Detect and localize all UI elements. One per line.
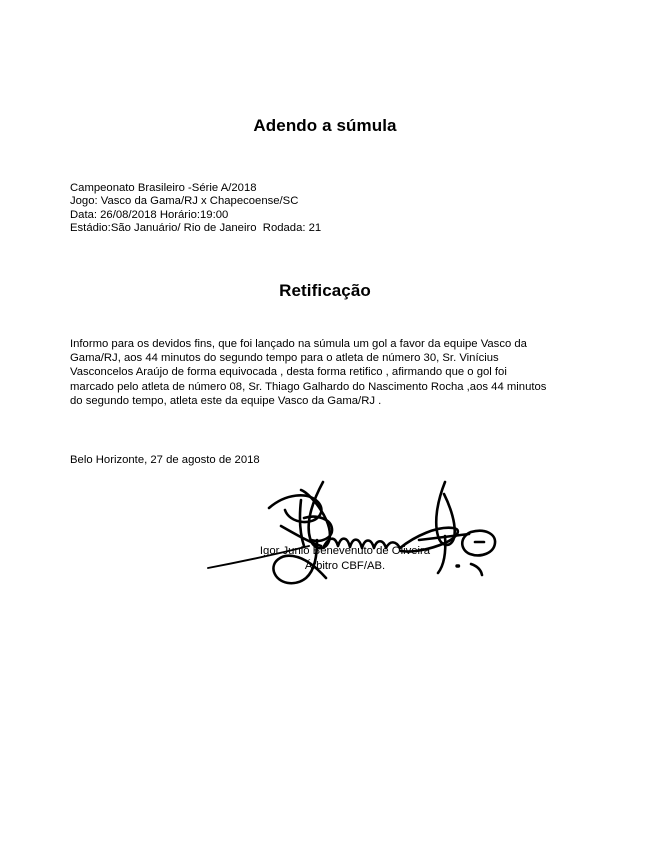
body-line: Vasconcelos Araújo de forma equivocada , desta forma retifico , afirmando que o gol foi bbox=[70, 366, 507, 379]
match-info-stadium-round: Estádio:São Januário/ Rio de Janeiro Rodada: 21 bbox=[70, 222, 322, 235]
body-line: Informo para os devidos fins, que foi lançado na súmula um gol a favor da equipe Vasco da bbox=[70, 338, 527, 350]
body-line: Gama/RJ, aos 44 minutos do segundo tempo para o atleta de número 30, Sr. Vinícius bbox=[70, 352, 499, 365]
place-and-date: Belo Horizonte, 27 de agosto de 2018 bbox=[70, 454, 260, 466]
page-title: Adendo a súmula bbox=[253, 116, 397, 135]
signature-block bbox=[0, 478, 650, 588]
body-paragraph bbox=[70, 337, 582, 408]
body-line: do segundo tempo, atleta este da equipe Vasco da Gama/RJ . bbox=[70, 394, 382, 407]
section-title-retificacao: Retificação bbox=[279, 281, 371, 300]
signer-identity bbox=[145, 544, 545, 573]
match-info-date-time: Data: 26/08/2018 Horário:19:00 bbox=[70, 208, 229, 221]
body-line: marcado pelo atleta de número 08, Sr. Thiago Galhardo do Nascimento Rocha ,aos 44 minutos bbox=[70, 380, 547, 393]
match-info-competition: Campeonato Brasileiro -Série A/2018 bbox=[70, 182, 257, 194]
signer-name: Igor Junio Benevenuto de Oliveira bbox=[259, 545, 431, 557]
signer-role: Árbitro CBF/AB. bbox=[304, 559, 386, 572]
match-info-teams: Jogo: Vasco da Gama/RJ x Chapecoense/SC bbox=[70, 195, 299, 208]
match-info-block bbox=[70, 182, 580, 236]
